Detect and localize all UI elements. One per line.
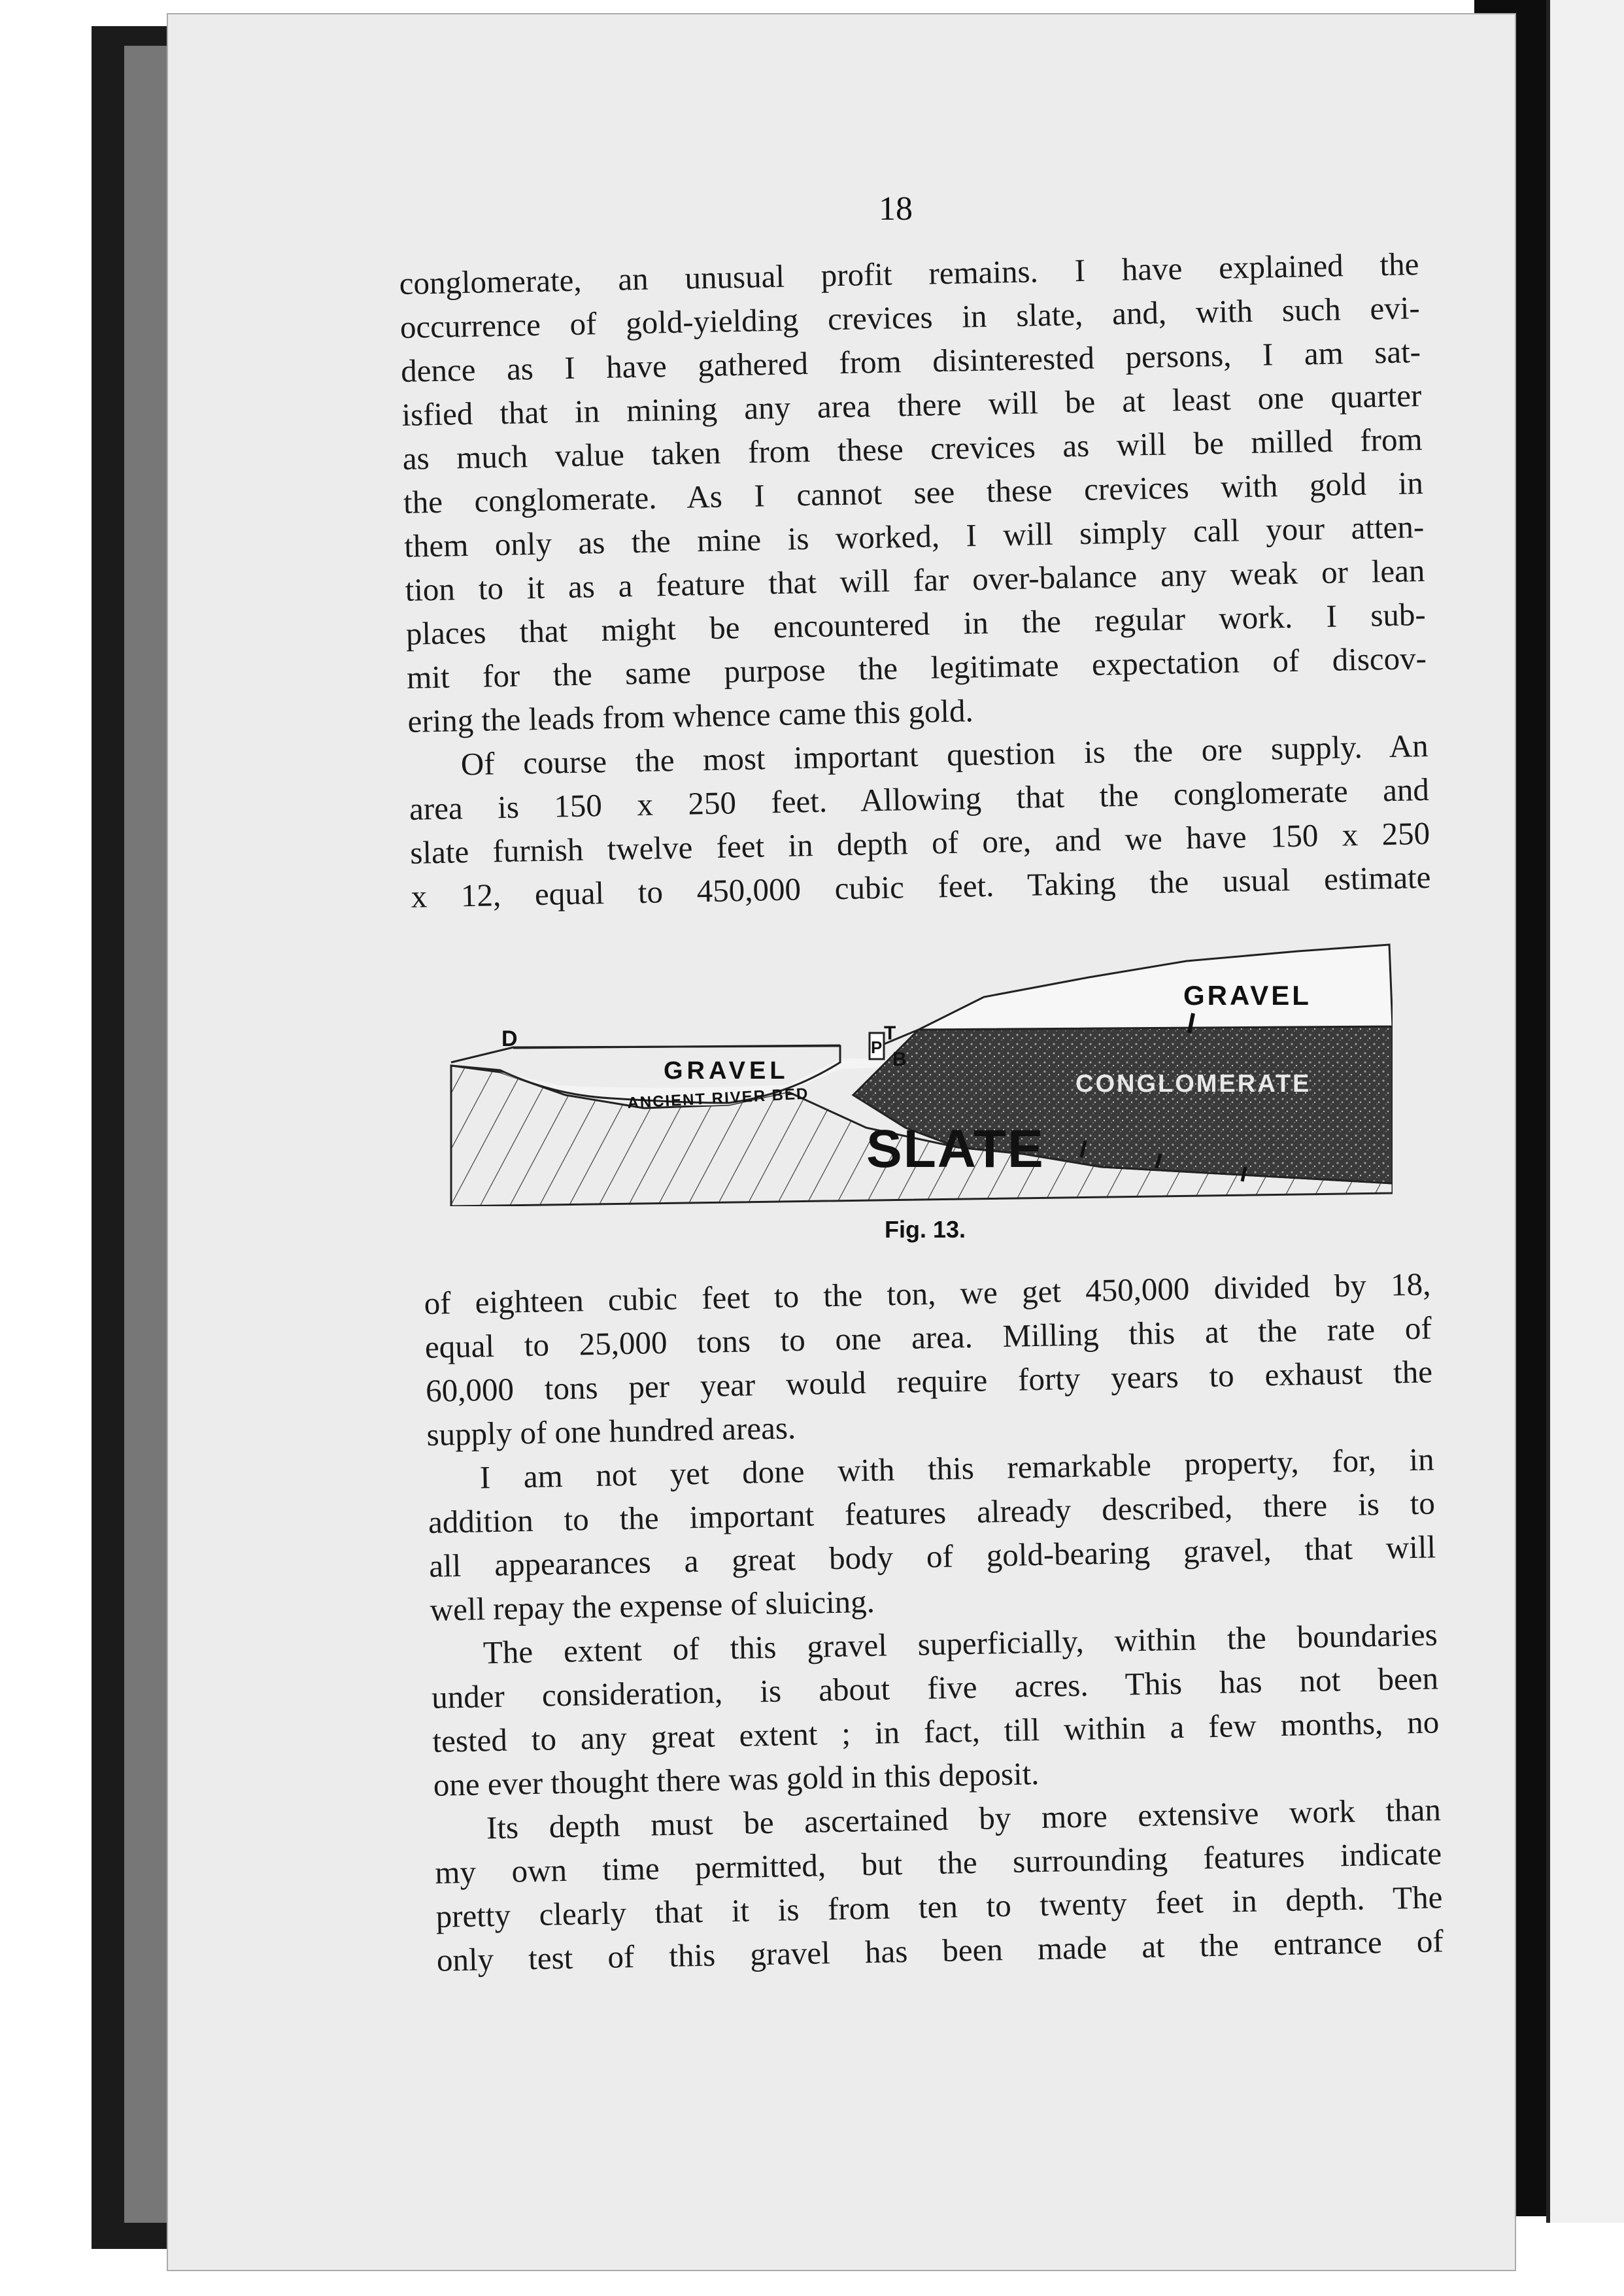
geological-cross-section bbox=[448, 932, 1393, 1206]
page-number: 18 bbox=[879, 190, 913, 228]
text-line: places that might be encountered in the regular work. I sub- bbox=[405, 596, 1427, 652]
scan-page-edge bbox=[124, 46, 170, 2223]
text-line: I am not yet done with this remarkable property, for, in bbox=[479, 1441, 1435, 1496]
text-line: dence as I have gathered from disinterested persons, I am sat- bbox=[400, 333, 1421, 389]
text-line: x 12, equal to 450,000 cubic feet. Taking the usual estimate bbox=[411, 858, 1431, 915]
text-line: Its depth must be ascertained by more extensive work than bbox=[486, 1791, 1442, 1846]
scan-facing-page bbox=[1546, 0, 1624, 2223]
text-line: 60,000 tons per year would require forty years to exhaust the bbox=[425, 1353, 1433, 1409]
text-block-lower bbox=[424, 1262, 1444, 1982]
label-slate: SLATE bbox=[866, 1119, 1045, 1179]
text-line: The extent of this gravel superficially, within the boundaries bbox=[482, 1616, 1438, 1671]
label-d: D bbox=[501, 1026, 518, 1051]
label-gravel-right: GRAVEL bbox=[1183, 980, 1311, 1011]
text-line: slate furnish twelve feet in depth of ore, and we have 150 x 250 bbox=[409, 815, 1430, 871]
text-line: ering the leads from whence came this gold. bbox=[407, 692, 974, 739]
text-line: of eighteen cubic feet to the ton, we get 450,000 divided by 18, bbox=[424, 1266, 1431, 1321]
text-line: one ever thought there was gold in this deposit. bbox=[433, 1755, 1040, 1803]
text-line: them only as the mine is worked, I will simply call your atten- bbox=[403, 508, 1425, 564]
label-conglomerate: CONGLOMERATE bbox=[1075, 1070, 1311, 1098]
text-line: tested to any great extent ; in fact, till within a few months, no bbox=[431, 1704, 1440, 1759]
label-p: P bbox=[871, 1038, 883, 1057]
text-line: occurrence of gold-yielding crevices in slate, and, with such evi- bbox=[399, 290, 1421, 345]
label-ancient-river-bed: ANCIENT RIVER BED bbox=[626, 1085, 809, 1112]
text-line: the conglomerate. As I cannot see these crevices with gold in bbox=[403, 464, 1424, 520]
text-line: addition to the important features already described, there is to bbox=[428, 1485, 1436, 1540]
text-line: isfied that in mining any area there will be at least one quarter bbox=[401, 377, 1422, 433]
label-gravel-left: GRAVEL bbox=[664, 1057, 789, 1085]
text-line: supply of one hundred areas. bbox=[426, 1410, 796, 1453]
figure-caption: Fig. 13. bbox=[884, 1216, 966, 1243]
text-line: pretty clearly that it is from ten to twenty feet in depth. The bbox=[435, 1879, 1443, 1934]
text-line: mit for the same purpose the legitimate expectation of discov- bbox=[406, 639, 1427, 696]
text-line: only test of this gravel has been made at the entrance of bbox=[436, 1923, 1444, 1978]
text-line: as much value taken from these crevices as will be milled from bbox=[402, 421, 1423, 477]
text-line: well repay the expense of sluicing. bbox=[430, 1583, 875, 1628]
text-line: Of course the most important question is the ore supply. An bbox=[460, 727, 1429, 783]
text-line: equal to 25,000 tons to one area. Milling this at the rate of bbox=[424, 1309, 1432, 1365]
label-t: T bbox=[884, 1022, 896, 1044]
text-line: under consideration, is about five acres. This has not been bbox=[431, 1660, 1439, 1715]
text-block-upper bbox=[399, 242, 1431, 919]
text-line: conglomerate, an unusual profit remains. I have explained the bbox=[399, 246, 1419, 301]
text-line: my own time permitted, but the surrounding features indicate bbox=[434, 1835, 1442, 1891]
text-line: area is 150 x 250 feet. Allowing that the conglomerate and bbox=[409, 771, 1430, 827]
label-b: B bbox=[892, 1049, 907, 1070]
text-line: tion to it as a feature that will far over-balance any weak or lean bbox=[405, 552, 1425, 608]
text-line: all appearances a great body of gold-bearing gravel, that will bbox=[428, 1528, 1436, 1584]
